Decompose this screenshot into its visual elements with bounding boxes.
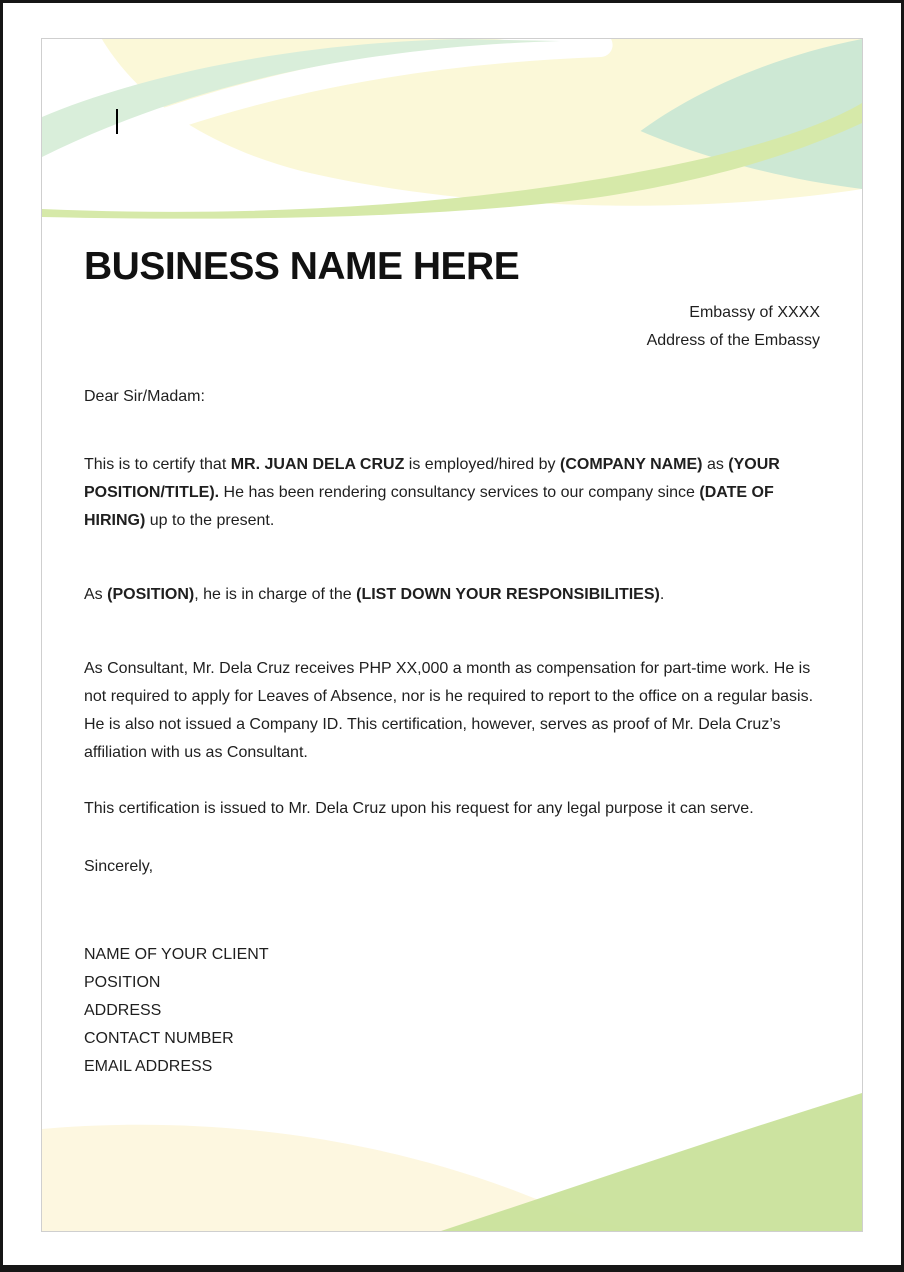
body-text: He has been rendering consultancy services to our company since [219, 484, 700, 501]
bold-placeholder-text: (DATE OF HIRING) [84, 484, 774, 529]
body-text: As [84, 586, 108, 603]
body-text: This certification is issued to Mr. Dela Cruz upon his request for any legal purpose it can serve. [84, 800, 754, 817]
bold-placeholder-text: (POSITION) [107, 586, 195, 603]
embassy-address-line: Address of the Embassy [646, 332, 820, 349]
body-text: as [702, 456, 729, 473]
body-text: As Consultant, Mr. Dela Cruz receives PHP XX,000 a month as compensation for part-time work. He is not required to apply for Leaves of Absence, nor is he required to report to the office on a regular basis. He is also not issued a Company ID. This certification, however, serves as proof of Mr. Dela Cruz’s affiliation with us as Consultant. [84, 660, 814, 761]
bold-placeholder-text: (YOUR POSITION/TITLE). [84, 456, 780, 501]
business-name-heading: BUSINESS NAME HERE [84, 245, 520, 288]
signature-line: CONTACT NUMBER [84, 1030, 234, 1047]
header-wave-svg [42, 39, 862, 219]
footer-wave-cream [42, 1125, 641, 1231]
body-text: up to the present. [145, 512, 275, 529]
text-cursor [116, 109, 118, 134]
paragraph-purpose [84, 795, 820, 823]
signature-line: EMAIL ADDRESS [84, 1058, 213, 1075]
header-wave-art [42, 39, 862, 219]
document-page[interactable] [41, 38, 863, 1232]
signature-line: POSITION [84, 974, 161, 991]
body-text: , he is in charge of the [194, 586, 357, 603]
footer-wave-green [441, 1093, 862, 1231]
signature-line: ADDRESS [84, 1002, 162, 1019]
embassy-address-block [84, 299, 820, 355]
signature-block [84, 941, 820, 1081]
salutation: Dear Sir/Madam: [84, 388, 205, 405]
footer-wave-art [42, 1093, 862, 1231]
letter-content [42, 245, 862, 1081]
closing: Sincerely, [84, 858, 154, 875]
paragraph-position [84, 581, 820, 609]
body-text: is employed/hired by [404, 456, 560, 473]
bold-placeholder-text: (LIST DOWN YOUR RESPONSIBILITIES) [356, 586, 660, 603]
signature-line: NAME OF YOUR CLIENT [84, 946, 269, 963]
bold-placeholder-text: MR. JUAN DELA CRUZ [230, 456, 405, 473]
body-text: This is to certify that [84, 456, 231, 473]
paragraph-compensation [84, 655, 820, 767]
embassy-address-line: Embassy of XXXX [689, 304, 820, 321]
body-text: . [659, 586, 665, 603]
footer-wave-svg [42, 1093, 862, 1231]
bold-placeholder-text: (COMPANY NAME) [559, 456, 703, 473]
paragraph-certification [84, 451, 820, 535]
